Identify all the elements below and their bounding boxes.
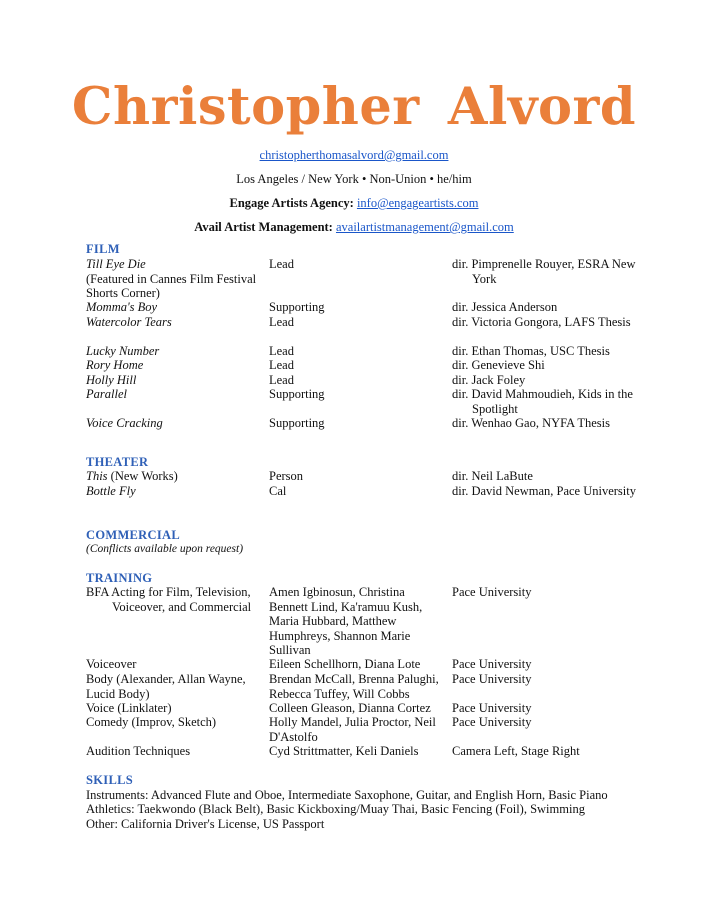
film-title: Watercolor Tears [86, 315, 172, 329]
training-subject: Body (Alexander, Allan Wayne, Lucid Body) [86, 672, 246, 701]
film-role: Lead [269, 358, 294, 372]
training-teachers: Colleen Gleason, Dianna Cortez [269, 701, 431, 715]
training-teachers: Eileen Schellhorn, Diana Lote [269, 657, 421, 671]
film-credit: dir. Jessica Anderson [452, 300, 558, 314]
training-school: Pace University [452, 715, 532, 729]
skills-heading: SKILLS [86, 773, 133, 787]
skills-other: Other: California Driver's License, US Passport [86, 817, 325, 831]
training-school: Pace University [452, 701, 532, 715]
actor-name: Christopher Alvord [71, 77, 637, 137]
theater-role: Person [269, 469, 304, 483]
film-heading: FILM [86, 242, 120, 256]
commercial-note: (Conflicts available upon request) [86, 543, 244, 555]
info-line: Los Angeles / New York • Non-Union • he/him [236, 172, 472, 186]
theater-title: Bottle Fly [86, 484, 136, 498]
training-teachers: Amen Igbinosun, Christina Bennett Lind, Ka'ramuu Kush, Maria Hubbard, Matthew Humphreys, Shannon Marie Sullivan [269, 585, 423, 657]
training-school: Camera Left, Stage Right [452, 744, 580, 758]
management-email-link[interactable]: availartistmanagement@gmail.com [335, 220, 514, 234]
training-teachers: Holly Mandel, Julia Proctor, Neil D'Astolfo [269, 715, 436, 744]
theater-title-note: (New Works) [107, 469, 178, 483]
training-teachers: Brendan McCall, Brenna Palughi, Rebecca Tuffey, Will Cobbs [269, 672, 439, 701]
film-role: Supporting [269, 416, 325, 430]
training-school: Pace University [452, 672, 532, 686]
theater-title-cell [86, 469, 266, 484]
commercial-heading: COMMERCIAL [86, 528, 180, 542]
film-role: Supporting [269, 387, 325, 401]
agency-line [0, 195, 708, 211]
email-line [0, 147, 708, 163]
film-title: Till Eye Die [86, 257, 146, 271]
film-credit: dir. Wenhao Gao, NYFA Thesis [452, 416, 611, 430]
film-role: Lead [269, 344, 294, 358]
film-title: Momma's Boy [86, 300, 158, 314]
training-subject: Voice (Linklater) [86, 701, 172, 715]
training-subject: Comedy (Improv, Sketch) [86, 715, 217, 729]
theater-heading: THEATER [86, 455, 149, 469]
skills-athletics: Athletics: Taekwondo (Black Belt), Basic Kickboxing/Muay Thai, Basic Fencing (Foil), Swimming [86, 802, 585, 816]
film-title-cell [86, 257, 266, 301]
film-role: Lead [269, 373, 294, 387]
film-credit: dir. David Mahmoudieh, Kids in the Spotlight [452, 387, 633, 416]
film-credit: dir. Ethan Thomas, USC Thesis [452, 344, 610, 358]
theater-role: Cal [269, 484, 287, 498]
training-school: Pace University [452, 657, 532, 671]
theater-title: This [86, 469, 108, 483]
film-role: Lead [269, 315, 294, 329]
film-title: Parallel [86, 387, 127, 401]
skills-instruments: Instruments: Advanced Flute and Oboe, Intermediate Saxophone, Guitar, and English Horn, Basic Piano [86, 788, 608, 802]
film-title: Holly Hill [86, 373, 137, 387]
training-heading: TRAINING [86, 571, 153, 585]
film-title-note: (Featured in Cannes Film Festival Shorts Corner) [86, 271, 257, 300]
training-teachers: Cyd Strittmatter, Keli Daniels [269, 744, 419, 758]
film-title: Lucky Number [86, 344, 160, 358]
training-school: Pace University [452, 585, 532, 599]
film-role: Lead [269, 257, 294, 271]
theater-credit: dir. Neil LaBute [452, 469, 533, 483]
training-subject: Audition Techniques [86, 744, 191, 758]
film-credit: dir. Jack Foley [452, 373, 526, 387]
film-credit: dir. Victoria Gongora, LAFS Thesis [452, 315, 631, 329]
training-subject: BFA Acting for Film, Television, Voiceover, and Commercial [86, 585, 252, 614]
agency-email-link[interactable]: info@engageartists.com [356, 196, 479, 210]
management-line [0, 219, 708, 235]
management-label: Avail Artist Management: [194, 220, 333, 234]
training-subject: Voiceover [86, 657, 137, 671]
film-title: Rory Home [86, 358, 144, 372]
agency-label: Engage Artists Agency: [229, 196, 354, 210]
film-credit: dir. Pimprenelle Rouyer, ESRA New York [452, 257, 636, 286]
film-credit: dir. Genevieve Shi [452, 358, 545, 372]
film-role: Supporting [269, 300, 325, 314]
theater-credit: dir. David Newman, Pace University [452, 484, 636, 498]
film-title: Voice Cracking [86, 416, 163, 430]
email-link[interactable]: christopherthomasalvord@gmail.com [259, 148, 449, 162]
